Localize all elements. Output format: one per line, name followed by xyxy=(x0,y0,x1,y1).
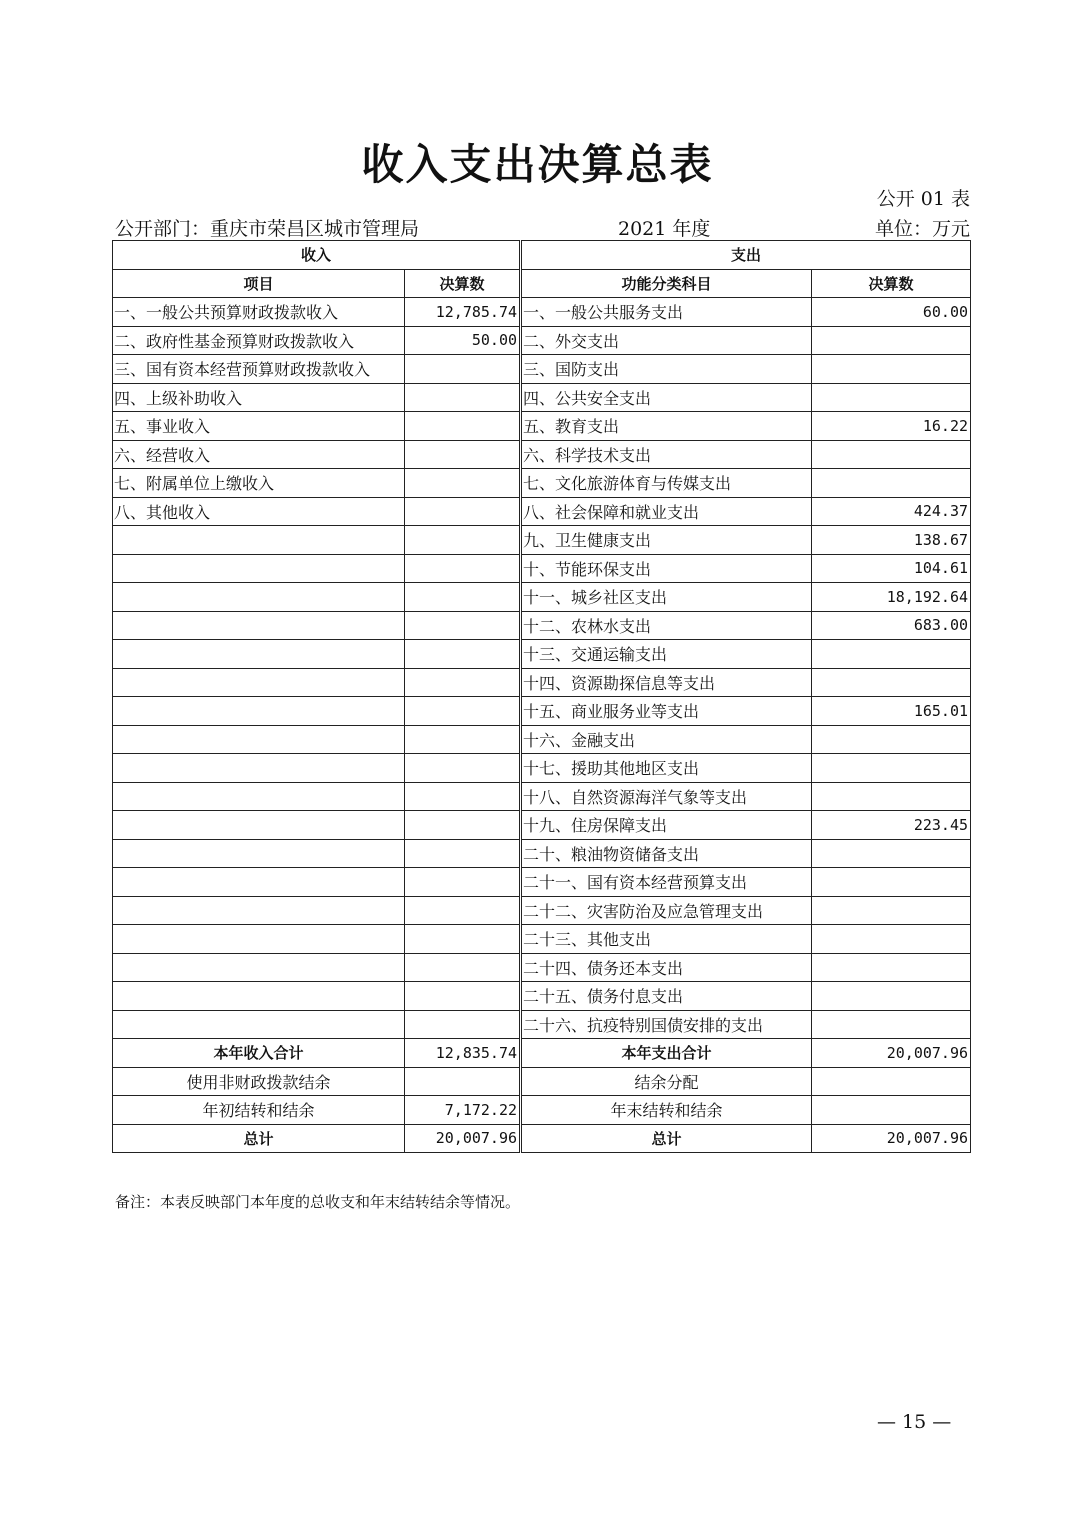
income-amount-cell xyxy=(405,412,520,441)
income-amount-cell xyxy=(405,1010,520,1039)
income-amount-cell xyxy=(405,868,520,897)
expense-item-cell: 八、社会保障和就业支出 xyxy=(522,497,812,526)
income-item-cell: 一、一般公共预算财政拨款收入 xyxy=(113,298,405,327)
expense-amount-header: 决算数 xyxy=(812,269,971,298)
income-amount-cell xyxy=(405,611,520,640)
table-row xyxy=(113,953,971,982)
table-row xyxy=(113,554,971,583)
summary-income-amount: 7,172.22 xyxy=(405,1096,520,1125)
table-row xyxy=(113,497,971,526)
table-row xyxy=(113,469,971,498)
income-item-cell xyxy=(113,782,405,811)
expense-item-cell: 七、文化旅游体育与传媒支出 xyxy=(522,469,812,498)
table-row xyxy=(113,326,971,355)
summary-income-label: 年初结转和结余 xyxy=(113,1096,405,1125)
expense-amount-cell xyxy=(812,1010,971,1039)
expense-amount-cell xyxy=(812,640,971,669)
table-row xyxy=(113,640,971,669)
summary-expense-amount: 20,007.96 xyxy=(812,1124,971,1153)
table-row xyxy=(113,383,971,412)
income-section-header: 收入 xyxy=(113,241,520,270)
summary-expense-label: 结余分配 xyxy=(522,1067,812,1096)
income-amount-cell xyxy=(405,811,520,840)
income-item-cell xyxy=(113,526,405,555)
table-row xyxy=(113,925,971,954)
income-item-cell xyxy=(113,982,405,1011)
expense-item-cell: 二十二、灾害防治及应急管理支出 xyxy=(522,896,812,925)
summary-income-label: 使用非财政拨款结余 xyxy=(113,1067,405,1096)
income-item-cell: 八、其他收入 xyxy=(113,497,405,526)
expense-item-cell: 二十、粮油物资储备支出 xyxy=(522,839,812,868)
expense-amount-cell: 138.67 xyxy=(812,526,971,555)
expense-item-cell: 三、国防支出 xyxy=(522,355,812,384)
summary-row xyxy=(113,1124,971,1153)
expense-amount-cell xyxy=(812,383,971,412)
expense-amount-cell xyxy=(812,868,971,897)
expense-amount-cell: 104.61 xyxy=(812,554,971,583)
table-row xyxy=(113,440,971,469)
income-item-cell xyxy=(113,611,405,640)
expense-item-cell: 十五、商业服务业等支出 xyxy=(522,697,812,726)
table-row xyxy=(113,668,971,697)
summary-income-label: 本年收入合计 xyxy=(113,1039,405,1068)
income-amount-cell: 12,785.74 xyxy=(405,298,520,327)
summary-income-amount: 12,835.74 xyxy=(405,1039,520,1068)
summary-expense-label: 本年支出合计 xyxy=(522,1039,812,1068)
table-row xyxy=(113,526,971,555)
income-item-cell xyxy=(113,811,405,840)
budget-table xyxy=(112,240,971,1153)
expense-item-cell: 十六、金融支出 xyxy=(522,725,812,754)
income-amount-cell xyxy=(405,440,520,469)
income-item-cell xyxy=(113,640,405,669)
table-row xyxy=(113,611,971,640)
summary-income-amount xyxy=(405,1067,520,1096)
expense-amount-cell: 18,192.64 xyxy=(812,583,971,612)
expense-amount-cell xyxy=(812,953,971,982)
page-title: 收入支出决算总表 xyxy=(361,140,714,189)
income-item-cell xyxy=(113,868,405,897)
expense-item-cell: 十四、资源勘探信息等支出 xyxy=(522,668,812,697)
expense-item-cell: 六、科学技术支出 xyxy=(522,440,812,469)
income-item-cell xyxy=(113,1010,405,1039)
summary-expense-amount xyxy=(812,1096,971,1125)
income-amount-cell xyxy=(405,953,520,982)
table-row xyxy=(113,811,971,840)
expense-item-cell: 二、外交支出 xyxy=(522,326,812,355)
income-amount-cell xyxy=(405,355,520,384)
income-item-cell xyxy=(113,668,405,697)
table-row xyxy=(113,1010,971,1039)
income-amount-cell xyxy=(405,982,520,1011)
income-amount-header: 决算数 xyxy=(405,269,520,298)
summary-expense-label: 总计 xyxy=(522,1124,812,1153)
expense-item-cell: 五、教育支出 xyxy=(522,412,812,441)
department-label: 公开部门：重庆市荣昌区城市管理局 xyxy=(115,218,420,240)
income-amount-cell xyxy=(405,782,520,811)
column-header-row xyxy=(113,269,971,298)
expense-item-cell: 二十五、债务付息支出 xyxy=(522,982,812,1011)
summary-row xyxy=(113,1067,971,1096)
income-item-header: 项目 xyxy=(113,269,405,298)
expense-item-cell: 九、卫生健康支出 xyxy=(522,526,812,555)
summary-expense-amount xyxy=(812,1067,971,1096)
income-item-cell xyxy=(113,953,405,982)
section-header-row xyxy=(113,241,971,270)
expense-item-cell: 十一、城乡社区支出 xyxy=(522,583,812,612)
summary-row xyxy=(113,1039,971,1068)
expense-item-cell: 十八、自然资源海洋气象等支出 xyxy=(522,782,812,811)
table-row xyxy=(113,412,971,441)
expense-amount-cell xyxy=(812,355,971,384)
income-item-cell: 四、上级补助收入 xyxy=(113,383,405,412)
table-row xyxy=(113,355,971,384)
income-amount-cell xyxy=(405,754,520,783)
table-row xyxy=(113,782,971,811)
footnote: 备注：本表反映部门本年度的总收支和年末结转结余等情况。 xyxy=(115,1193,521,1211)
expense-item-cell: 二十四、债务还本支出 xyxy=(522,953,812,982)
income-amount-cell xyxy=(405,497,520,526)
income-item-cell xyxy=(113,697,405,726)
summary-income-amount: 20,007.96 xyxy=(405,1124,520,1153)
income-item-cell: 三、国有资本经营预算财政拨款收入 xyxy=(113,355,405,384)
income-amount-cell xyxy=(405,383,520,412)
table-row xyxy=(113,868,971,897)
income-amount-cell xyxy=(405,725,520,754)
page-number: — 15 — xyxy=(877,1411,952,1433)
expense-amount-cell xyxy=(812,982,971,1011)
income-amount-cell xyxy=(405,554,520,583)
income-amount-cell xyxy=(405,583,520,612)
expense-item-cell: 十七、援助其他地区支出 xyxy=(522,754,812,783)
income-amount-cell xyxy=(405,839,520,868)
income-amount-cell xyxy=(405,896,520,925)
summary-row xyxy=(113,1096,971,1125)
form-number: 公开 01 表 xyxy=(876,188,970,210)
expense-amount-cell xyxy=(812,668,971,697)
income-amount-cell: 50.00 xyxy=(405,326,520,355)
expense-item-cell: 一、一般公共服务支出 xyxy=(522,298,812,327)
expense-amount-cell xyxy=(812,896,971,925)
expense-amount-cell xyxy=(812,440,971,469)
expense-amount-cell xyxy=(812,725,971,754)
income-item-cell xyxy=(113,554,405,583)
table-row xyxy=(113,725,971,754)
income-item-cell xyxy=(113,925,405,954)
expense-amount-cell xyxy=(812,782,971,811)
expense-section-header: 支出 xyxy=(522,241,971,270)
expense-item-cell: 四、公共安全支出 xyxy=(522,383,812,412)
summary-expense-amount: 20,007.96 xyxy=(812,1039,971,1068)
table-row xyxy=(113,298,971,327)
summary-expense-label: 年末结转和结余 xyxy=(522,1096,812,1125)
income-item-cell xyxy=(113,896,405,925)
expense-amount-cell: 165.01 xyxy=(812,697,971,726)
income-amount-cell xyxy=(405,640,520,669)
expense-amount-cell xyxy=(812,839,971,868)
expense-amount-cell xyxy=(812,326,971,355)
income-amount-cell xyxy=(405,697,520,726)
income-item-cell xyxy=(113,839,405,868)
unit-label: 单位：万元 xyxy=(874,218,970,240)
table-row xyxy=(113,982,971,1011)
income-item-cell: 七、附属单位上缴收入 xyxy=(113,469,405,498)
fiscal-year: 2021 年度 xyxy=(618,218,711,240)
expense-item-cell: 二十一、国有资本经营预算支出 xyxy=(522,868,812,897)
income-item-cell: 二、政府性基金预算财政拨款收入 xyxy=(113,326,405,355)
table-row xyxy=(113,839,971,868)
income-item-cell: 五、事业收入 xyxy=(113,412,405,441)
expense-item-cell: 十、节能环保支出 xyxy=(522,554,812,583)
expense-amount-cell: 424.37 xyxy=(812,497,971,526)
income-amount-cell xyxy=(405,469,520,498)
table-row xyxy=(113,754,971,783)
expense-item-cell: 二十三、其他支出 xyxy=(522,925,812,954)
expense-item-cell: 十二、农林水支出 xyxy=(522,611,812,640)
expense-item-cell: 十九、住房保障支出 xyxy=(522,811,812,840)
table-row xyxy=(113,697,971,726)
expense-amount-cell xyxy=(812,925,971,954)
expense-amount-cell: 223.45 xyxy=(812,811,971,840)
income-item-cell xyxy=(113,725,405,754)
expense-amount-cell xyxy=(812,754,971,783)
income-amount-cell xyxy=(405,668,520,697)
income-item-cell: 六、经营收入 xyxy=(113,440,405,469)
expense-item-cell: 十三、交通运输支出 xyxy=(522,640,812,669)
income-item-cell xyxy=(113,583,405,612)
table-row xyxy=(113,583,971,612)
expense-item-cell: 二十六、抗疫特别国债安排的支出 xyxy=(522,1010,812,1039)
summary-income-label: 总计 xyxy=(113,1124,405,1153)
expense-amount-cell: 683.00 xyxy=(812,611,971,640)
income-amount-cell xyxy=(405,526,520,555)
expense-amount-cell xyxy=(812,469,971,498)
table-row xyxy=(113,896,971,925)
expense-amount-cell: 16.22 xyxy=(812,412,971,441)
expense-amount-cell: 60.00 xyxy=(812,298,971,327)
expense-item-header: 功能分类科目 xyxy=(522,269,812,298)
income-amount-cell xyxy=(405,925,520,954)
income-item-cell xyxy=(113,754,405,783)
